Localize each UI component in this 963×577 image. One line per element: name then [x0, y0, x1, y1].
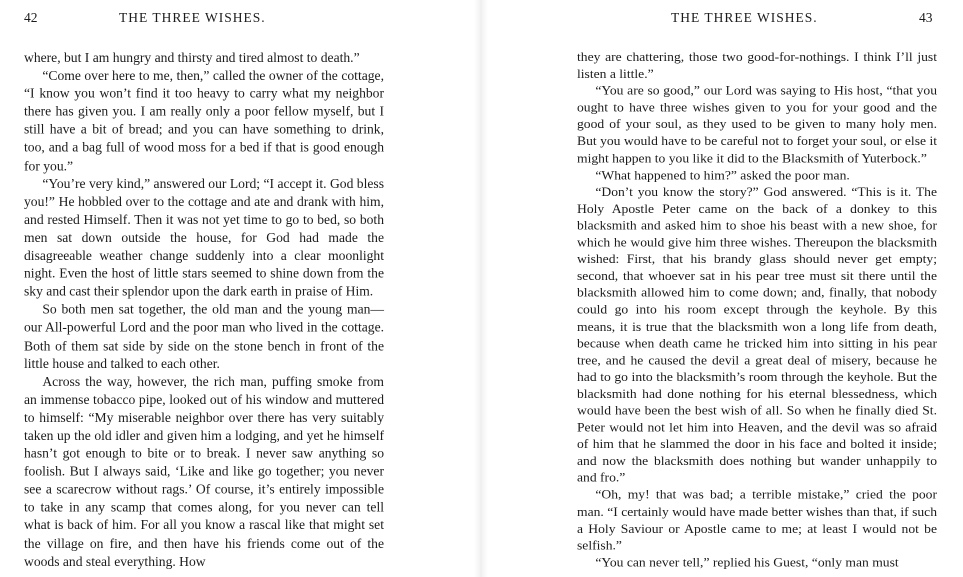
paragraph: “You can never tell,” replied his Guest, “only man must [595, 555, 899, 569]
left-body-text [24, 49, 384, 571]
paragraph: “Come over here to me, then,” called the owner of the cottage, “I know you won’t find it too heavy to carry what my neighbor there has given you. I am really only a poor fellow myself, but I still have a bit of bread; and you can have something to drink, too, and a bag full of wood moss for a bed if that is good enough for you.” [24, 67, 384, 173]
paragraph: “What happened to him?” asked the poor man. [595, 167, 850, 182]
paragraph: “You’re very kind,” answered our Lord; “I accept it. God bless you!” He hobbled over to the cottage and ate and drank with him, and rested Himself. Then it was not yet time to go to bed, so both men sat down outside the house, for God had made the disagreeable weather change suddenly into a clear moonlight night. Even the host of little stars seemed to shine down from the sky and cast their splendor upon the dark earth in praise of Him. [24, 175, 384, 299]
paragraph: So both men sat together, the old man and the young man—our All-powerful Lord and the poor man who lived in the cottage. Both of them sat side by side on the stone bench in front of the little house and talked to each other. [24, 301, 384, 371]
left-running-title: THE THREE WISHES. [119, 10, 266, 25]
right-body-text [577, 49, 937, 571]
paragraph: “Oh, my! that was bad; a terrible mistake,” cried the poor man. “I certainly would have made better wishes than that, if such a Holy Saviour or Apostle came to me; at least I would not be selfish.” [577, 487, 937, 553]
paragraph: where, but I am hungry and thirsty and tired almost to death.” [24, 49, 360, 65]
paragraph: they are chattering, those two good-for-nothings. I think I’ll just listen a little.” [577, 49, 937, 81]
paragraph: “Don’t you know the story?” God answered. “This is it. The Holy Apostle Peter came on the back of a donkey to this blacksmith and asked him to shoe his beast with a new shoe, for which he would give him three wishes. Thereupon the blacksmith wished: First, that his brandy glass should never get empty; second, that whoever sat in his pear tree must sit there until the blacksmith allowed him to come down; and, finally, that nobody could go into his room except through the keyhole. By this means, it is true that the blacksmith won a long life from death, because when death came he tricked him into sitting in his pear tree, and he caused the devil a great deal of misery, because he had to go into the blacksmith’s room through the keyhole. But the blacksmith had done nothing for his eternal blessedness, which would have been the best wish of all. So when he finally died St. Peter would not let him into Heaven, and the devil was so afraid of him that he slammed the door in his face and bolted it inside; and now the blacksmith does nothing but wander unhappily to and fro.” [577, 184, 937, 485]
left-page-number: 42 [24, 10, 38, 25]
right-page [481, 0, 963, 577]
paragraph: “You are so good,” our Lord was saying to His host, “that you ought to have three wishes given to you for your good and the good of your soul, as they used to be given to many holy men. But you would have to be careful not to forget your soul, or else it might happen to you like it did to the Blacksmith of Yuterbock.” [577, 83, 937, 165]
left-page [0, 0, 481, 577]
paragraph: Across the way, however, the rich man, puffing smoke from an immense tobacco pipe, looked out of his window and muttered to himself: “My miserable neighbor over there has very suitably taken up the old idler and given him a lodging, and yet he himself hasn’t got enough to bite or to break. I never saw anything so foolish. But I always said, ‘Like and like go together; you never see a scarecrow without rags.’ Of course, it’s entirely impossible to take in any scamp that comes along, for you never can tell what is back of him. For all you know a rascal like that might set the village on fire, and then have his friends come out of the woods and steal everything. How [24, 373, 384, 569]
right-page-number: 43 [919, 10, 933, 25]
right-running-title: THE THREE WISHES. [671, 10, 818, 25]
